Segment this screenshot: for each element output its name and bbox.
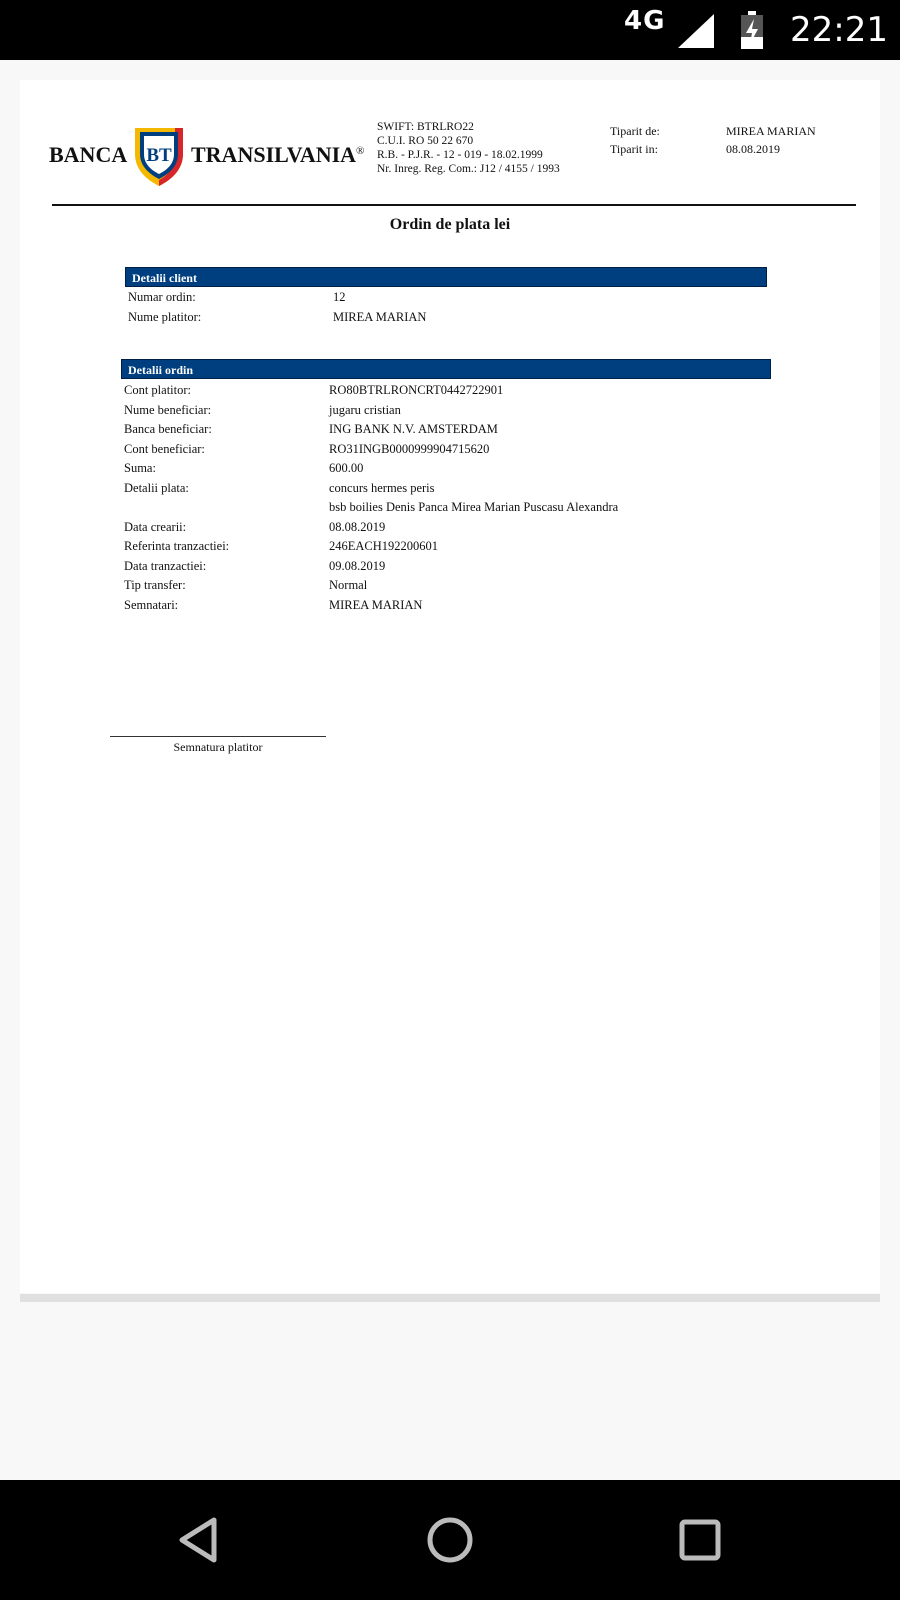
network-type: 4G [624,6,666,36]
detail-label: Cont platitor: [124,383,192,397]
detail-label: Referinta tranzactiei: [124,539,230,553]
detail-value: bsb boilies Denis Panca Mirea Marian Puscasu Alexandra [329,500,619,514]
detail-label: Data tranzactiei: [124,558,207,573]
detail-label: Suma: [124,461,156,475]
detail-row [124,498,774,518]
home-circle-icon [420,1510,480,1570]
navigation-bar [0,1480,900,1600]
detail-label: Data crearii: [124,519,187,534]
logo-right-text: TRANSILVANIA [191,142,357,167]
detail-label: Semnatari: [124,597,179,612]
bank-info-rb: R.B. - P.J.R. - 12 - 019 - 18.02.1999 [377,149,543,161]
detail-label: Nume beneficiar: [124,402,212,417]
print-info [610,122,850,158]
bank-info [377,120,560,176]
detail-value: Normal [329,578,368,592]
signature-line [110,736,326,737]
detail-row [124,420,774,440]
detail-row [124,596,774,616]
detail-value: 09.08.2019 [329,558,386,573]
detail-row [124,381,774,401]
status-clock: 22:21 [790,10,888,50]
printed-by-label: Tiparit de: [610,124,660,138]
recents-button[interactable] [670,1510,730,1570]
bank-info-swift: SWIFT: BTRLRO22 [377,121,474,133]
order-details [124,381,774,615]
detail-value: 246EACH192200601 [329,539,439,553]
detail-value: 600.00 [329,461,364,475]
detail-value: 12 [333,290,346,304]
printed-on-value: 08.08.2019 [726,142,780,156]
detail-value: concurs hermes peris [329,480,435,495]
back-button[interactable] [170,1510,230,1570]
logo-mark-text: BT [146,145,172,166]
detail-row [128,308,768,328]
detail-value: 08.08.2019 [329,519,386,534]
recents-square-icon [670,1510,730,1570]
document-page[interactable] [20,80,880,1293]
detail-label: Numar ordin: [128,290,196,304]
detail-label: Banca beneficiar: [124,422,212,436]
bank-info-reg: Nr. Inreg. Reg. Com.: J12 / 4155 / 1993 [377,163,560,175]
printed-on-label: Tiparit in: [610,142,658,156]
detail-label: Cont beneficiar: [124,441,205,456]
detail-row [124,518,774,538]
client-section-header: Detalii client [125,267,767,287]
detail-row [124,440,774,460]
detail-label: Tip transfer: [124,578,186,592]
home-button[interactable] [420,1510,480,1570]
page-bottom-edge [20,1294,880,1302]
detail-row [124,479,774,499]
status-bar [0,0,900,60]
printed-by-value: MIREA MARIAN [726,124,816,138]
back-triangle-icon [170,1510,230,1570]
order-section-header: Detalii ordin [121,359,771,379]
logo-left-text: BANCA [49,142,128,167]
logo-registered-mark: ® [356,145,365,157]
detail-row [124,537,774,557]
detail-row [124,401,774,421]
detail-row [128,288,768,308]
detail-row [124,459,774,479]
detail-value: MIREA MARIAN [333,309,427,324]
signal-icon [678,14,714,52]
detail-value: RO80BTRLRONCRT0442722901 [329,383,504,397]
bank-logo [49,124,367,192]
detail-label: Detalii plata: [124,480,189,495]
detail-value: jugaru cristian [329,402,401,417]
header-divider [52,204,856,206]
signature-label: Semnatura platitor [173,740,263,754]
detail-label: Nume platitor: [128,309,202,324]
document-title: Ordin de plata lei [389,216,511,233]
detail-value: ING BANK N.V. AMSTERDAM [329,422,498,436]
client-details [128,288,768,327]
detail-value: MIREA MARIAN [329,597,423,612]
bank-info-cui: C.U.I. RO 50 22 670 [377,135,474,147]
detail-row [124,557,774,577]
detail-row [124,576,774,596]
battery-charging-icon [741,11,763,53]
detail-value: RO31INGB0000999904715620 [329,441,490,456]
